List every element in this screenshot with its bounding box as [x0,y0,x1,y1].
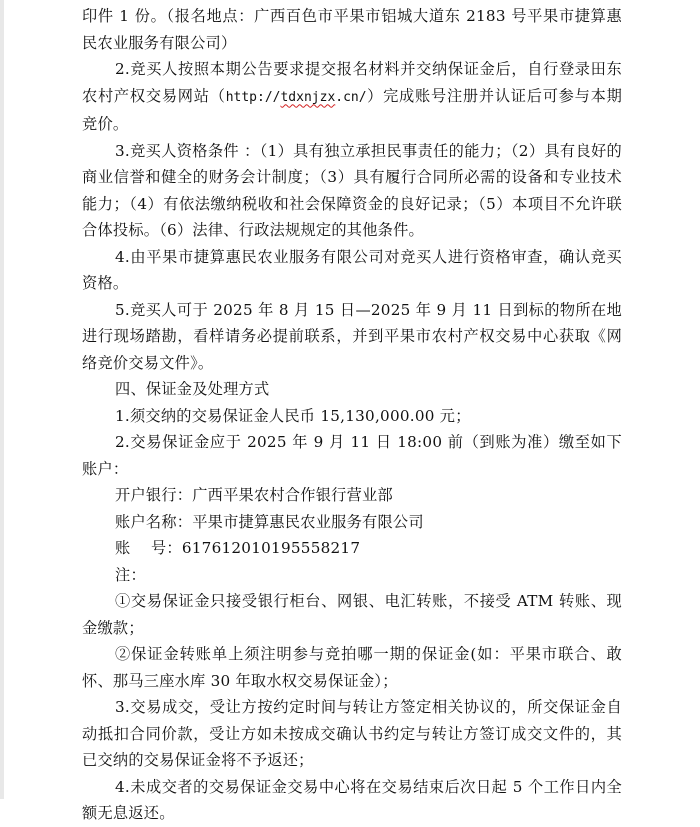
section-4-heading: 四、保证金及处理方式 [115,380,270,398]
note-2: ②保证金转账单上须注明参与竞拍哪一期的保证金(如：平果市联合、敢怀、那马三座水库 30 年取水权交易保证金）； [82,645,622,690]
paragraph-item-3-qualifications: 3.竞买人资格条件 ：（1）具有独立承担民事责任的能力；（2）具有良好的商业信誉和健全的财务会计制度；（3）具有履行合同所必需的设备和专业技术能力；（4）有依法缴纳税收和社会保障资金的良好记录；（5）本项目不允许联合体投标。（6）法律、行政法规规定的其他条件。 [82,141,622,239]
website-link-domain: tdxnjzx [280,89,336,105]
paragraph-deposit-deduction: 3.交易成交，受让方按约定时间与转让方签定相关协议的，所交保证金自动抵扣合同价款，受让方如未按成交确认书约定与转让方签订成交文件的，其已交纳的交易保证金将不予返还； [82,698,622,769]
account-number-line: 账 号：617612010195558217 [115,539,361,557]
account-name-line: 账户名称：平果市捷算惠民农业服务有限公司 [115,512,424,531]
page-edge [0,0,4,799]
paragraph-item-2 [82,56,622,138]
item-2-text-before: 2.竞买人按照本期公告要求提交报名材料并交纳保证金后，自行登录田东农村产权交易网站（ [82,60,622,105]
website-link[interactable] [226,90,367,105]
paragraph-registration-address: 印件 1 份。（报名地点：广西百色市平果市铝城大道东 2183 号平果市捷算惠民农业服务有限公司） [82,7,622,52]
bank-name-line: 开户银行：广西平果农村合作银行营业部 [115,486,393,504]
paragraph-deposit-amount: 1.须交纳的交易保证金人民币 15,130,000.00 元； [115,406,471,425]
website-link-scheme: http:// [225,89,281,105]
paragraph-item-4-review: 4.由平果市捷算惠民农业服务有限公司对竞买人进行资格审查，确认竞买资格。 [82,247,622,292]
website-link-tld: .cn/ [335,89,367,105]
paragraph-deposit-deadline: 2.交易保证金应于 2025 年 9 月 11 日 18:00 前（到账为准）缴至如下账户： [82,433,622,478]
note-label: 注： [115,565,146,584]
paragraph-deposit-refund: 4.未成交者的交易保证金交易中心将在交易结束后次日起 5 个工作日内全额无息返还。 [82,777,622,822]
note-1: ①交易保证金只接受银行柜台、网银、电汇转账，不接受 ATM 转账、现金缴款； [82,592,622,637]
paragraph-item-5-site-visit: 5.竞买人可于 2025 年 8 月 15 日—2025 年 9 月 11 日到标的物所在地进行现场踏勘，看样请务必提前联系，并到平果市农村产权交易中心获取《网络竞价交易文件》。 [82,300,622,372]
document-body [82,3,622,827]
item-2-text-after: ）完成账号注册并认证后可参与本期竞价。 [82,86,623,133]
